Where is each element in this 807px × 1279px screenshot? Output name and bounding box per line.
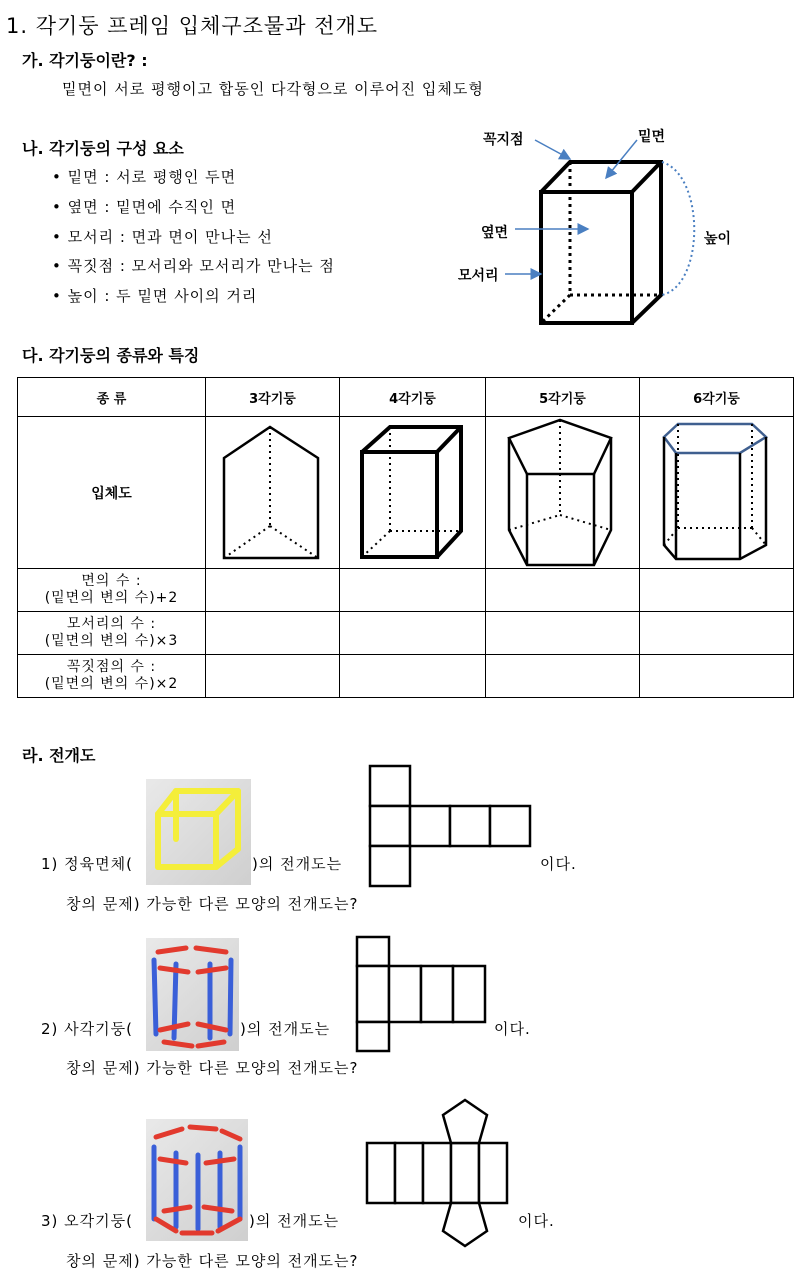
net-item-suffix: 이다. — [494, 1020, 531, 1038]
creative-question: 창의 문제) 가능한 다른 모양의 전개도는? — [66, 1059, 359, 1077]
component-item: • 모서리 : 면과 면이 만나는 선 — [52, 228, 273, 246]
component-item: • 밑면 : 서로 평행인 두면 — [52, 168, 237, 186]
row-label-line1: 꼭짓점의 수 : — [66, 659, 157, 675]
section-na-heading: 나. 각기둥의 구성 요소 — [22, 139, 184, 158]
net-item-suffix: 이다. — [518, 1212, 555, 1230]
net-item-middle: )의 전개도는 — [240, 1020, 331, 1038]
component-item: • 꼭짓점 : 모서리와 모서리가 만나는 점 — [52, 257, 335, 275]
net-item-prefix: 3) 오각기둥( — [41, 1212, 133, 1230]
net-item-middle: )의 전개도는 — [249, 1212, 340, 1230]
row-label-line2: (밑면의 변의 수)×2 — [44, 676, 179, 692]
header-cell: 종 류 — [18, 378, 206, 417]
net-item-suffix: 이다. — [540, 855, 577, 873]
label-lateral-face: 옆면 — [481, 225, 509, 241]
row-label-line1: 면의 수 : — [81, 573, 142, 589]
section-ga-heading: 가. 각기둥이란? : — [22, 51, 148, 70]
net-item-prefix: 1) 정육면체( — [41, 855, 133, 873]
component-item: • 높이 : 두 밑면 사이의 거리 — [52, 287, 258, 305]
label-vertex: 꼭지점 — [483, 132, 524, 148]
label-height: 높이 — [704, 231, 732, 247]
net-item-prefix: 2) 사각기둥( — [41, 1020, 133, 1038]
header-cell: 3각기둥 — [206, 378, 340, 417]
section-ga-definition: 밑면이 서로 평행이고 합동인 다각형으로 이루어진 입체도형 — [62, 80, 484, 98]
header-cell: 4각기둥 — [340, 378, 486, 417]
component-item: • 옆면 : 밑면에 수직인 면 — [52, 198, 237, 216]
header-cell: 6각기둥 — [640, 378, 794, 417]
label-edge: 모서리 — [458, 268, 499, 284]
label-base: 밑면 — [638, 129, 666, 145]
section-ra-heading: 라. 전개도 — [22, 746, 96, 765]
page-title: 1. 각기둥 프레임 입체구조물과 전개도 — [6, 14, 379, 38]
creative-question: 창의 문제) 가능한 다른 모양의 전개도는? — [66, 895, 359, 913]
solid-row-label: 입체도 — [18, 417, 206, 569]
header-cell: 5각기둥 — [486, 378, 640, 417]
section-da-heading: 다. 각기둥의 종류와 특징 — [22, 346, 200, 365]
row-label-line2: (밑면의 변의 수)×3 — [44, 633, 179, 649]
row-label-line1: 모서리의 수 : — [66, 616, 157, 632]
row-label-line2: (밑면의 변의 수)+2 — [44, 590, 179, 606]
net-item-middle: )의 전개도는 — [252, 855, 343, 873]
creative-question: 창의 문제) 가능한 다른 모양의 전개도는? — [66, 1252, 359, 1270]
